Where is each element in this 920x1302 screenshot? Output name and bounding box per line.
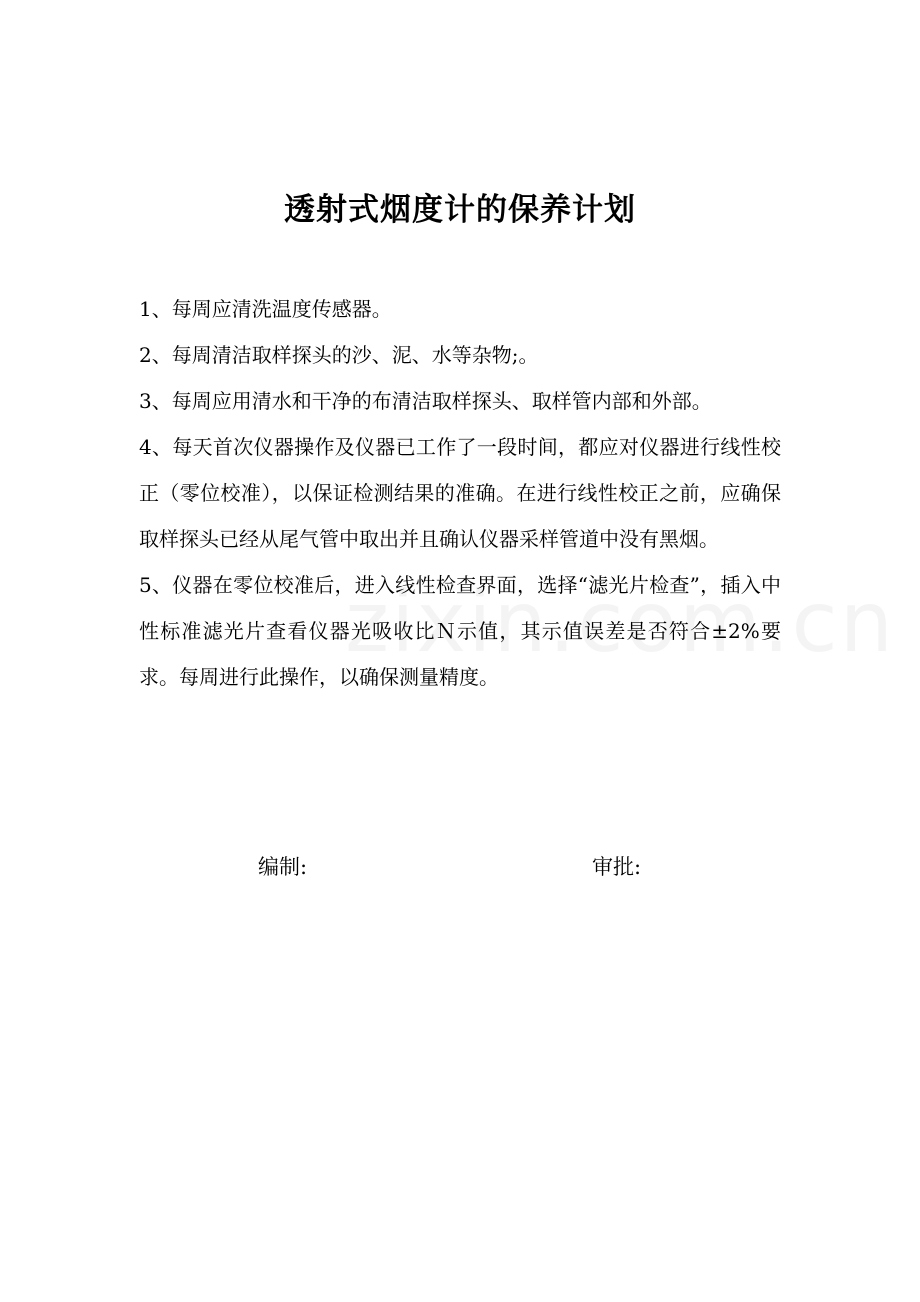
paragraph-2: 2、每周清洁取样探头的沙、泥、水等杂物;。 bbox=[139, 343, 539, 367]
document-title: 透射式烟度计的保养计划 bbox=[284, 192, 636, 228]
paragraph-5: 5、仪器在零位校准后，进入线性检查界面，选择“滤光片检查”，插入中性标准滤光片查看仪器光吸收比Ｎ示值，其示值误差是否符合±2%要求。每周进行此操作，以确保测量精度。 bbox=[139, 573, 781, 689]
paragraph-1: 1、每周应清洗温度传感器。 bbox=[139, 297, 392, 321]
approver-label: 审批: bbox=[592, 855, 642, 879]
paragraph-3: 3、每周应用清水和干净的布清洁取样探头、取样管内部和外部。 bbox=[139, 389, 712, 413]
signature-row bbox=[0, 845, 920, 889]
editor-label: 编制: bbox=[258, 855, 308, 879]
paragraph-4: 4、每天首次仪器操作及仪器已工作了一段时间，都应对仪器进行线性校正（零位校准），以保证检测结果的准确。在进行线性校正之前，应确保取样探头已经从尾气管中取出并且确认仪器采样管道中没有黑烟。 bbox=[139, 435, 781, 551]
document-body bbox=[139, 286, 781, 700]
